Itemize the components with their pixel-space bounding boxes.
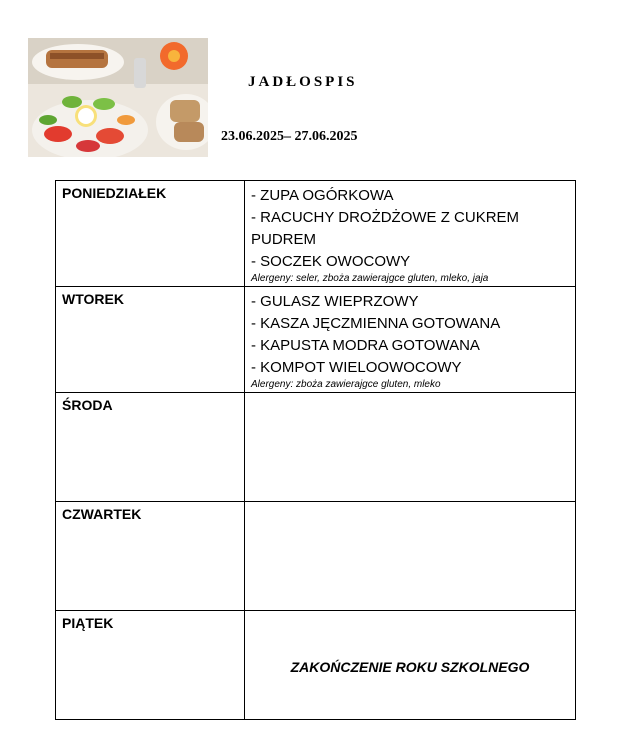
event-note: ZAKOŃCZENIE ROKU SZKOLNEGO xyxy=(290,659,530,675)
day-label-wednesday: ŚRODA xyxy=(56,393,245,502)
menu-table xyxy=(55,180,576,720)
day-label-monday: PONIEDZIAŁEK xyxy=(56,181,245,287)
date-range: 23.06.2025– 27.06.2025 xyxy=(221,129,358,144)
dish-item: - ZUPA OGÓRKOWA xyxy=(251,187,394,204)
menu-row-monday xyxy=(56,181,576,287)
dish-item: - KOMPOT WIELOOWOCOWY xyxy=(251,359,462,376)
day-label-thursday: CZWARTEK xyxy=(56,502,245,611)
dish-item: - RACUCHY DROŻDŻOWE Z CUKREM PUDREM xyxy=(251,209,520,248)
dishes-monday xyxy=(245,181,576,287)
dish-item: - SOCZEK OWOCOWY xyxy=(251,253,411,270)
menu-row-friday xyxy=(56,611,576,720)
dishes-tuesday xyxy=(245,287,576,393)
dishes-wednesday xyxy=(245,393,576,502)
dishes-friday xyxy=(245,611,576,720)
dish-item: - KAPUSTA MODRA GOTOWANA xyxy=(251,337,480,354)
menu-row-thursday xyxy=(56,502,576,611)
food-photo-icon xyxy=(28,38,208,157)
dishes-thursday xyxy=(245,502,576,611)
menu-row-tuesday xyxy=(56,287,576,393)
allergens-note: Alergeny: seler, zboża zawierajgce gluten, mleko, jaja xyxy=(251,273,489,284)
allergens-note: Alergeny: zboża zawierajgce gluten, mleko xyxy=(251,379,441,390)
menu-title: JADŁOSPIS xyxy=(248,74,358,90)
day-label-tuesday: WTOREK xyxy=(56,287,245,393)
day-label-friday: PIĄTEK xyxy=(56,611,245,720)
menu-row-wednesday xyxy=(56,393,576,502)
dish-item: - KASZA JĘCZMIENNA GOTOWANA xyxy=(251,315,501,332)
dish-item: - GULASZ WIEPRZOWY xyxy=(251,293,419,310)
food-photo xyxy=(28,38,208,157)
